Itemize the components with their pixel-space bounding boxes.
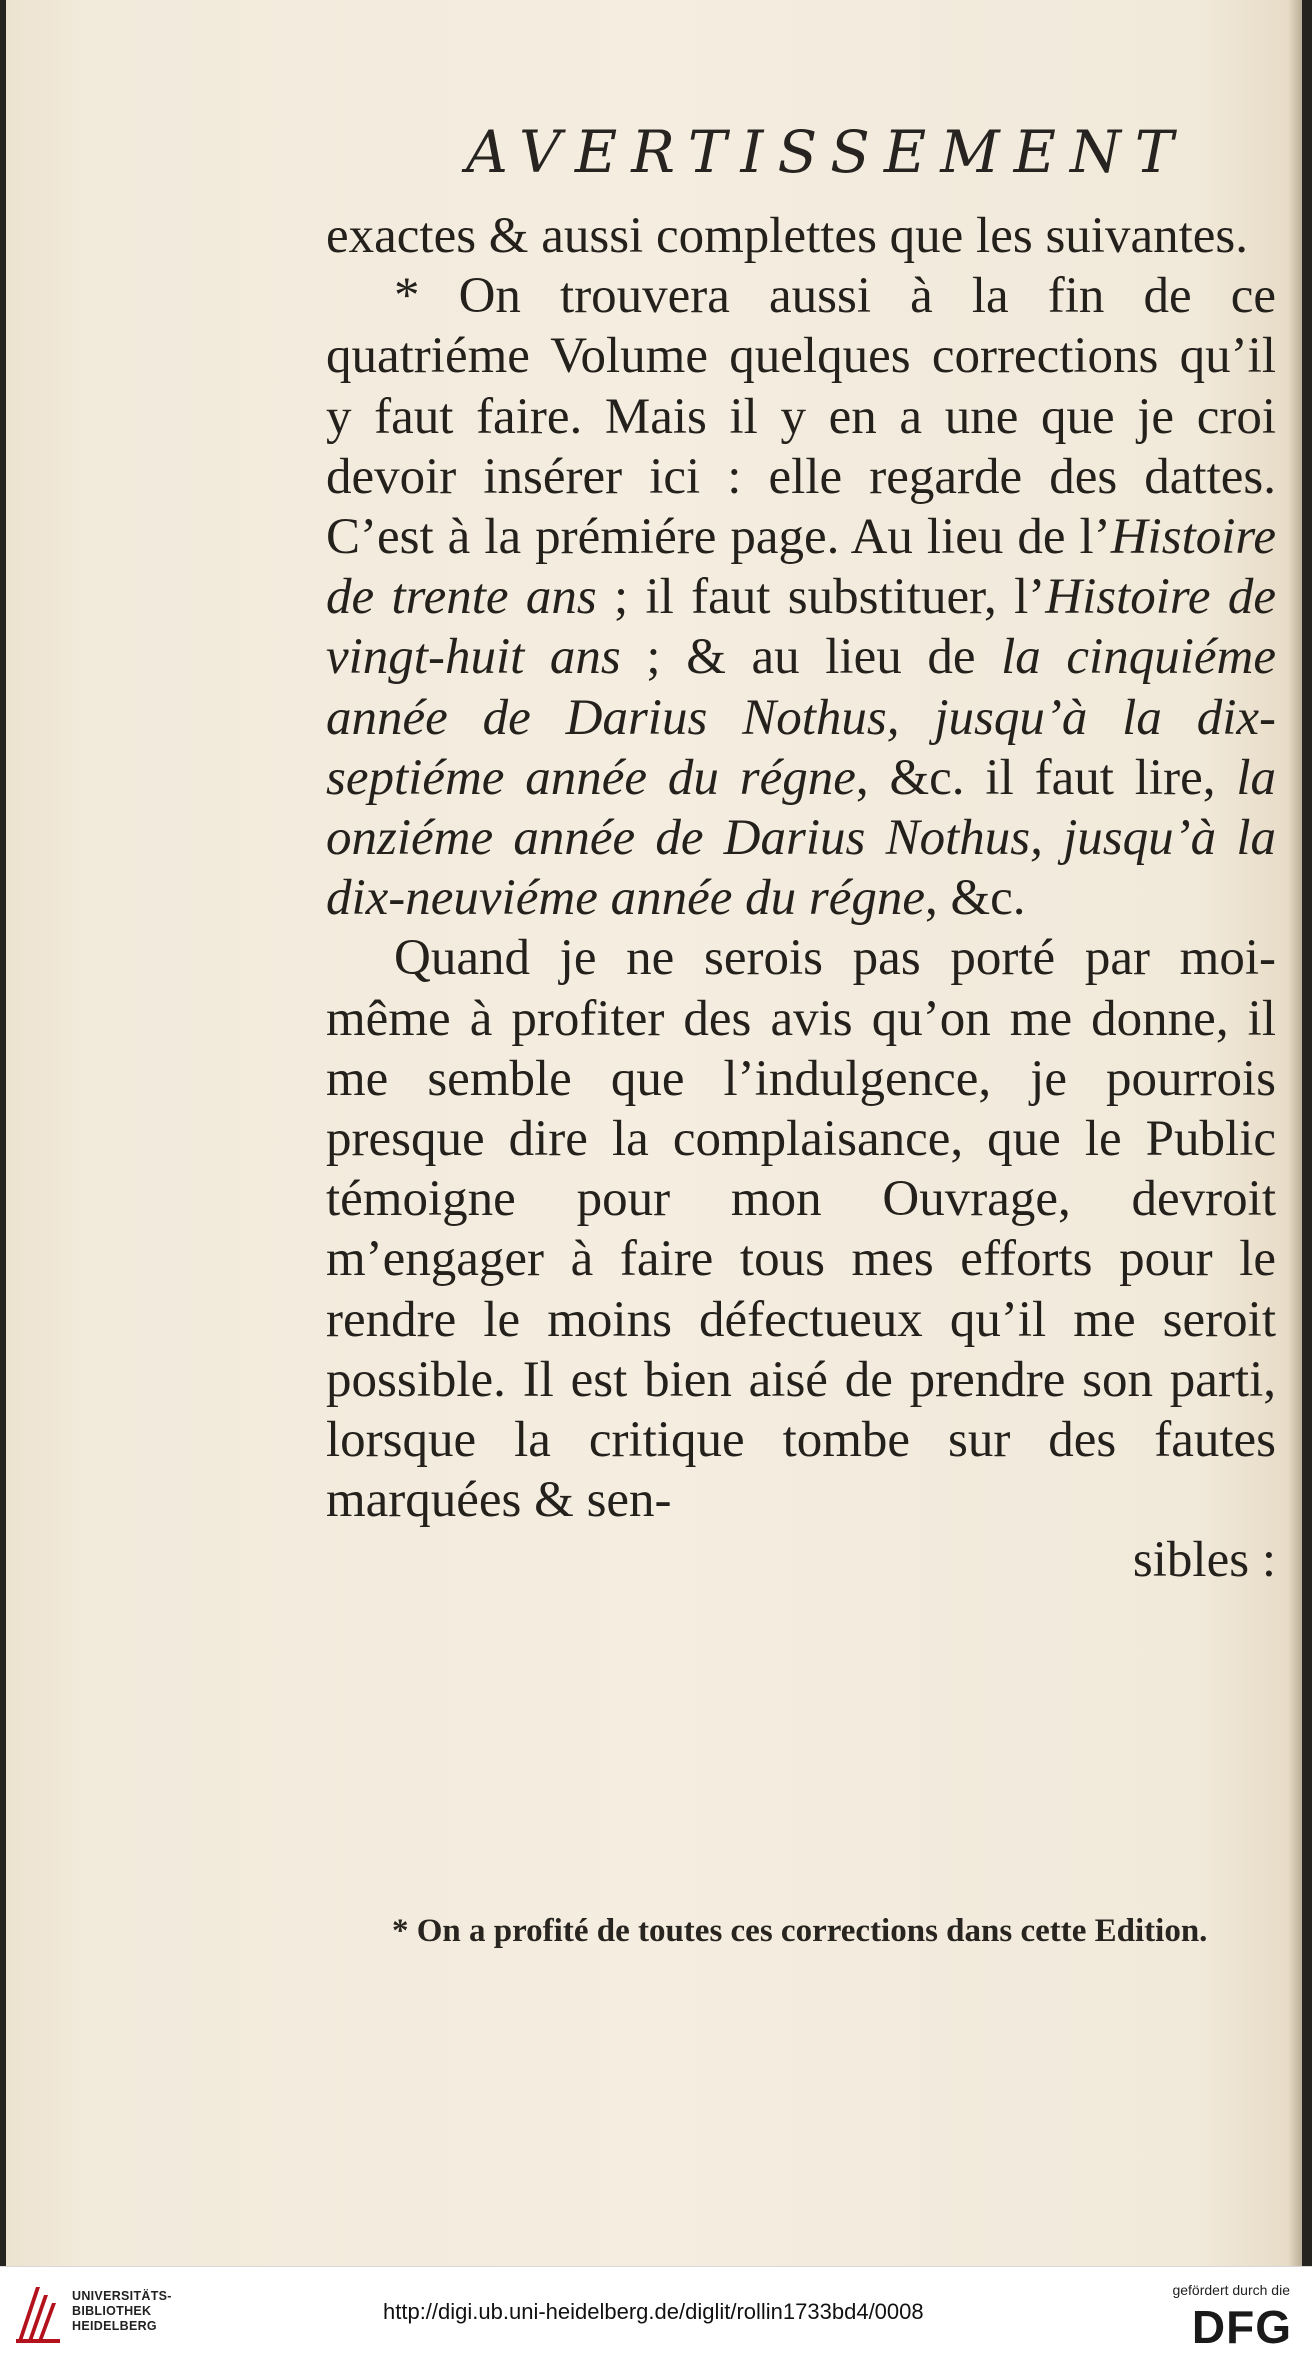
running-head: AVERTISSEMENT [466, 118, 1188, 186]
dfg-logo: DFG [1191, 2301, 1292, 2353]
text-run: * On trouvera aussi à la fin de ce quatriéme Volume quelques corrections qu’il y faut faire. Mais il y en a une que je croi devoir insérer ici : elle regarde des dattes. C’est à la prémiére page. Au lieu de l’ [326, 268, 1276, 566]
italic-text-run: la cinquiéme année de Darius Nothus, jusqu’à la dix-septiéme année du régne [326, 629, 1276, 806]
footnote: * On a profité de toutes ces corrections dans cette Edition. [392, 1913, 1208, 1949]
paragraph-indulgence: Quand je ne serois pas porté par moi-même à profiter des avis qu’on me donne, il me semble que l’indulgence, je pourrois presque dire la complaisance, que le Public témoigne pour mon Ouvrage, devroit m’engager à faire tous mes efforts pour le rendre le moins défectueux qu’il me seroit possible. Il est bien aisé de prendre son parti, lorsque la critique tombe sur des fautes marquées & sen- [326, 930, 1276, 1529]
italic-text-run: Histoire de trente ans [326, 509, 1276, 626]
page-body-text [326, 206, 1276, 1590]
text-run: , &c. [924, 870, 1026, 927]
paragraph-continuation: exactes & aussi complettes que les suivantes. [326, 208, 1249, 264]
paragraph-corrections [326, 266, 1276, 928]
library-name-line: UNIVERSITÄTS- [72, 2289, 172, 2303]
permalink-url[interactable]: http://digi.ub.uni-heidelberg.de/diglit/rollin1733bd4/0008 [383, 2299, 924, 2324]
university-library-logo-icon [14, 2281, 62, 2347]
viewer-footer [0, 2266, 1312, 2361]
library-name-line: BIBLIOTHEK [72, 2304, 152, 2318]
page-edge-shadow [1288, 0, 1302, 2266]
text-run: , &c. il faut lire, [855, 749, 1237, 806]
text-run: ; & au lieu de [620, 629, 1002, 686]
italic-text-run: la onziéme année de Darius Nothus, jusqu’à la dix-neuviéme année du régne [326, 749, 1276, 927]
catchword: sibles : [1132, 1532, 1276, 1589]
text-run: ; il faut substituer, l’ [596, 569, 1046, 626]
library-name [72, 2289, 172, 2334]
library-name-line: HEIDELBERG [72, 2319, 157, 2333]
funded-by-label: gefördert durch die [1172, 2282, 1290, 2298]
italic-text-run: Histoire de vingt-huit ans [326, 569, 1276, 686]
book-page [6, 0, 1302, 2266]
